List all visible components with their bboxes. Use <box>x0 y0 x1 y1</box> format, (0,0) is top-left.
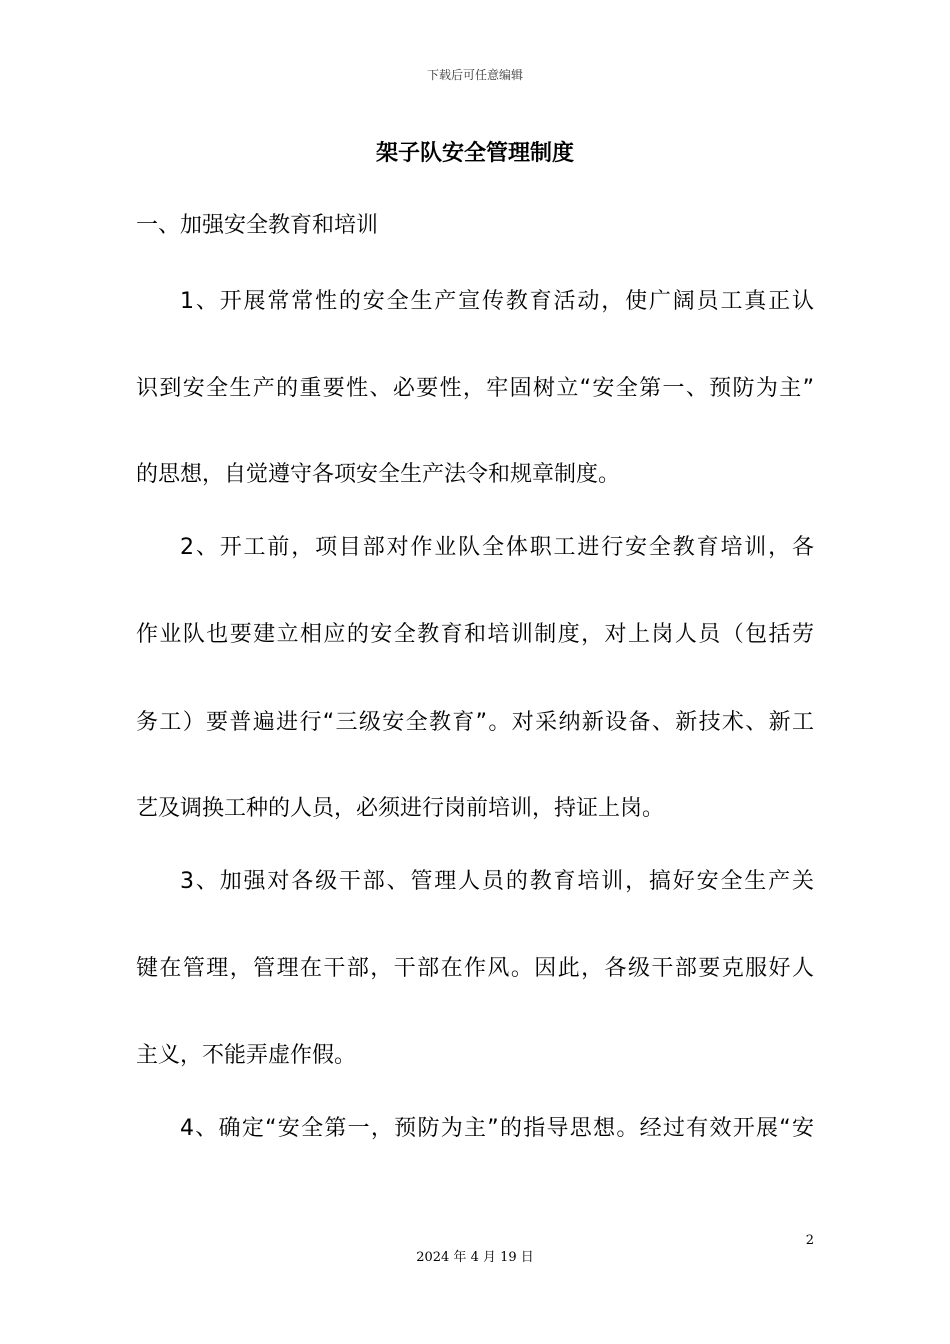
document-title: 架子队安全管理制度 <box>375 141 574 166</box>
paragraph-1-line-3: 的思想，自觉遵守各项安全生产法令和规章制度。 <box>136 462 621 487</box>
paragraph-2-line-1: 2、开工前，项目部对作业队全体职工进行安全教育培训，各 <box>180 535 814 560</box>
section-heading: 一、加强安全教育和培训 <box>136 213 379 238</box>
paragraph-2-line-4: 艺及调换工种的人员，必须进行岗前培训，持证上岗。 <box>136 796 665 821</box>
paragraph-2-line-3: 务工）要普遍进行“三级安全教育”。对采纳新设备、新技术、新工 <box>136 710 814 735</box>
paragraph-3-line-3: 主义，不能弄虚作假。 <box>136 1043 357 1068</box>
page-number: 2 <box>805 1233 814 1248</box>
paragraph-3-line-1: 3、加强对各级干部、管理人员的教育培训，搞好安全生产关 <box>180 869 814 894</box>
paragraph-1-line-1: 1、开展常常性的安全生产宣传教育活动，使广阔员工真正认 <box>180 289 814 314</box>
page-header: 下载后可任意编辑 <box>426 68 523 82</box>
footer-date: 2024 年 4 月 19 日 <box>416 1250 534 1265</box>
paragraph-3-line-2: 键在管理，管理在干部，干部在作风。因此，各级干部要克服好人 <box>136 956 814 981</box>
paragraph-4-line-1: 4、确定“安全第一，预防为主”的指导思想。经过有效开展“安 <box>180 1116 814 1141</box>
paragraph-2-line-2: 作业队也要建立相应的安全教育和培训制度，对上岗人员（包括劳 <box>136 622 814 647</box>
paragraph-1-line-2: 识到安全生产的重要性、必要性，牢固树立“安全第一、预防为主” <box>136 376 814 401</box>
